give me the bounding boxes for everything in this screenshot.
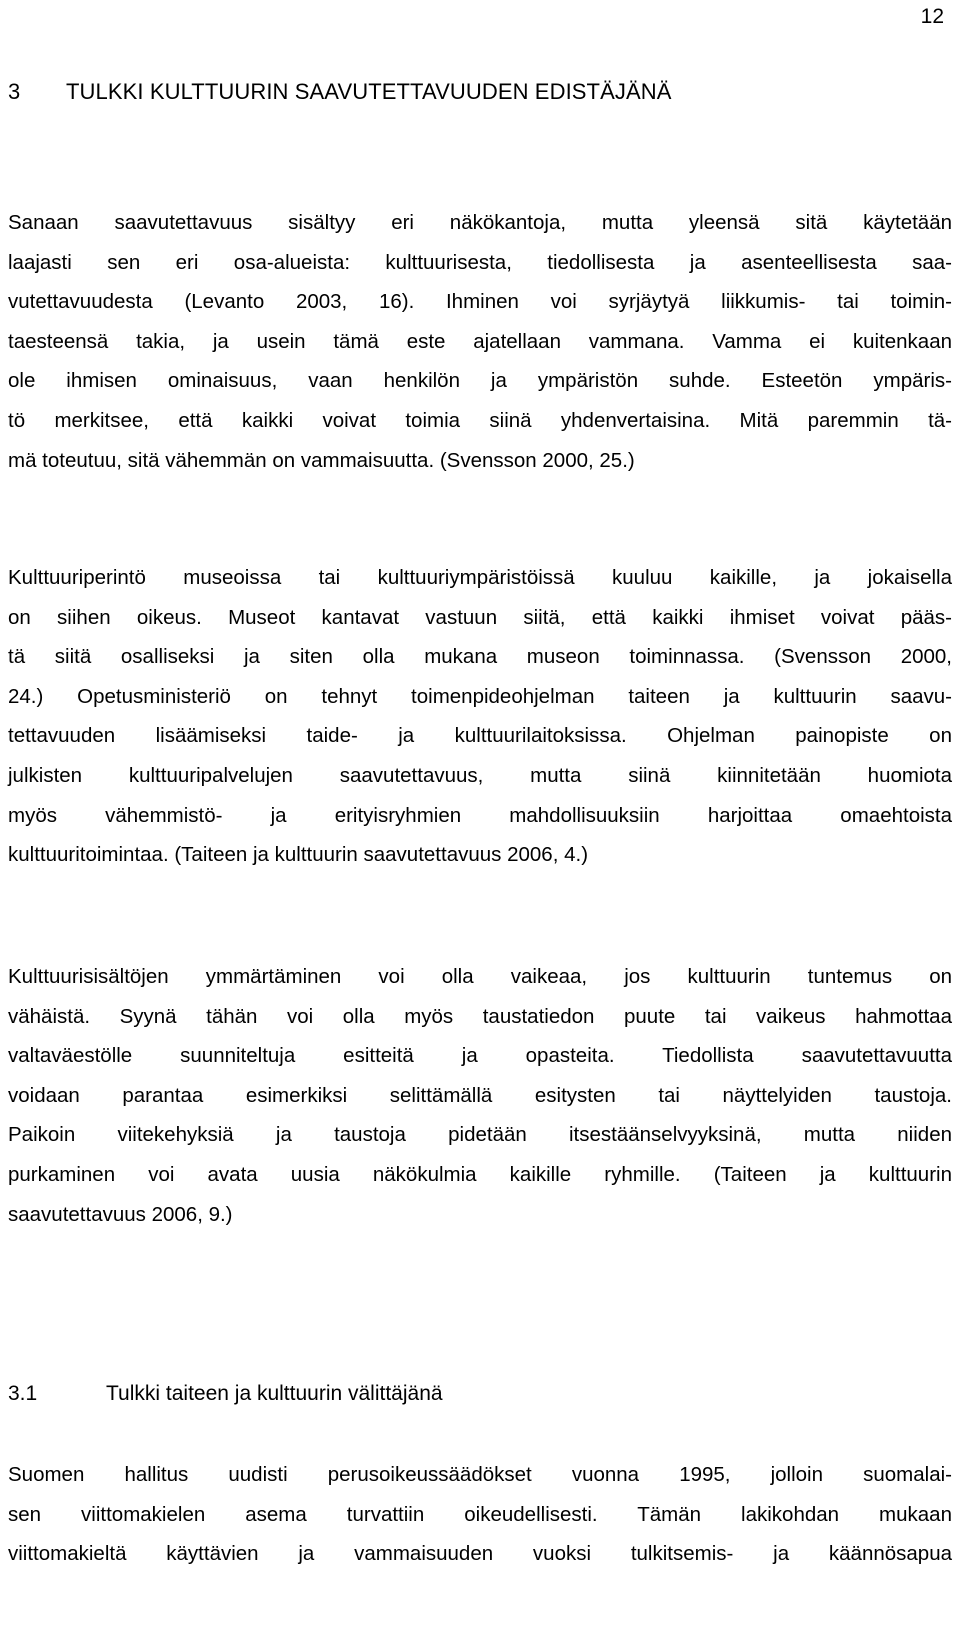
text-line: Sanaan saavutettavuus sisältyy eri näkökantoja, mutta yleensä sitä käytetään	[8, 211, 952, 234]
text-line: julkisten kulttuuripalvelujen saavutettavuus, mutta siinä kiinnitetään huomiota	[8, 763, 952, 787]
text-line: tä siitä osalliseksi ja siten olla mukana museon toiminnassa. (Svensson 2000,	[8, 645, 952, 669]
text-line: vutettavuudesta (Levanto 2003, 16). Ihminen voi syrjäytyä liikkumis- tai toimin-	[8, 290, 952, 314]
text-line: voidaan parantaa esimerkiksi selittämällä esitysten tai näyttelyiden taustoja.	[8, 1083, 952, 1107]
section-title: Tulkki taiteen ja kulttuurin välittäjänä	[106, 1382, 443, 1405]
paragraph-cultural-heritage	[8, 558, 952, 875]
text-line: tö merkitsee, että kaikki voivat toimia siinä yhdenvertaisina. Mitä paremmin tä-	[8, 408, 952, 432]
text-line: saavutettavuus 2006, 9.)	[8, 1202, 233, 1226]
text-line: Kulttuurisisältöjen ymmärtäminen voi olla vaikeaa, jos kulttuurin tuntemus on	[8, 965, 952, 988]
section-number: 3.1	[8, 1382, 38, 1405]
chapter-number: 3	[8, 79, 21, 104]
text-line: purkaminen voi avata uusia näkökulmia kaikille ryhmille. (Taiteen ja kulttuurin	[8, 1162, 952, 1186]
paragraph-finnish-sign-language	[8, 1455, 952, 1574]
text-line: taesteensä takia, ja usein tämä este ajatellaan vammana. Vamma ei kuitenkaan	[8, 329, 952, 353]
text-line: sen viittomakielen asema turvattiin oikeudellisesti. Tämän lakikohdan mukaan	[8, 1502, 952, 1526]
page-number: 12	[920, 5, 944, 28]
text-line: laajasti sen eri osa-alueista: kulttuurisesta, tiedollisesta ja asenteellisesta saa-	[8, 250, 952, 274]
text-line: viittomakieltä käyttävien ja vammaisuuden vuoksi tulkitsemis- ja käännösapua	[8, 1542, 952, 1566]
text-line: valtaväestölle suunniteltuja esitteitä ja opasteita. Tiedollista saavutettavuutta	[8, 1044, 952, 1068]
text-line: Paikoin viitekehyksiä ja taustoja pidetään itsestäänselvyyksinä, mutta niiden	[8, 1123, 952, 1147]
paragraph-cultural-content	[8, 957, 952, 1234]
text-line: on siihen oikeus. Museot kantavat vastuun siitä, että kaikki ihmiset voivat pääs-	[8, 605, 952, 629]
section-heading	[8, 1380, 948, 1408]
text-line: vähäistä. Syynä tähän voi olla myös taustatiedon puute tai vaikeus hahmottaa	[8, 1004, 952, 1028]
chapter-heading	[8, 78, 948, 106]
text-line: Kulttuuriperintö museoissa tai kulttuuriympäristöissä kuuluu kaikille, ja jokaisella	[8, 566, 952, 589]
text-line: 24.) Opetusministeriö on tehnyt toimenpideohjelman taiteen ja kulttuurin saavu-	[8, 684, 952, 708]
text-line: ole ihmisen ominaisuus, vaan henkilön ja ympäristön suhde. Esteetön ympäris-	[8, 369, 952, 393]
paragraph-accessibility-definition	[8, 203, 952, 480]
chapter-title: TULKKI KULTTUURIN SAAVUTETTAVUUDEN EDISTÄJÄNÄ	[66, 79, 672, 104]
text-line: kulttuuritoimintaa. (Taiteen ja kulttuurin saavutettavuus 2006, 4.)	[8, 843, 589, 867]
text-line: tettavuuden lisäämiseksi taide- ja kulttuurilaitoksissa. Ohjelman painopiste on	[8, 724, 952, 748]
text-line: myös vähemmistö- ja erityisryhmien mahdollisuuksiin harjoittaa omaehtoista	[8, 803, 952, 827]
text-line: mä toteutuu, sitä vähemmän on vammaisuutta. (Svensson 2000, 25.)	[8, 448, 635, 472]
text-line: Suomen hallitus uudisti perusoikeussäädökset vuonna 1995, jolloin suomalai-	[8, 1463, 952, 1486]
